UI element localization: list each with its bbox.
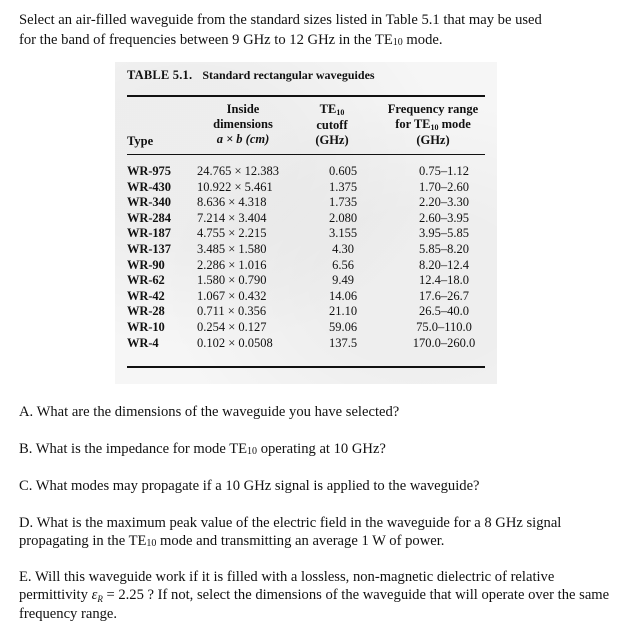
header-dimensions: Inside dimensions a × b (cm) — [213, 102, 273, 146]
table-row: WR-975 24.765 × 12.383 0.605 0.75–1.12 — [127, 164, 469, 178]
header-cutoff: TE10 cutoff (GHz) — [315, 102, 349, 147]
question-d: D. What is the maximum peak value of the electric field in the waveguide for a 8 GHz signal propagating in the TE10 mode and transmitting an average 1 W of power. — [19, 515, 562, 549]
table-body — [127, 164, 487, 351]
table-row: WR-62 1.580 × 0.790 9.49 12.4–18.0 — [127, 273, 469, 288]
table-bottom-rule — [127, 366, 485, 368]
table-row: WR-4 0.102 × 0.0508 137.5 170.0–260.0 — [127, 335, 476, 350]
table-caption — [127, 68, 375, 83]
question-c: C. What modes may propagate if a 10 GHz signal is applied to the waveguide? — [19, 478, 480, 494]
problem-intro — [19, 10, 619, 52]
table-top-rule — [127, 95, 485, 97]
table-row: WR-10 0.254 × 0.127 59.06 75.0–110.0 — [127, 319, 472, 334]
question-e: E. Will this waveguide work if it is filled with a lossless, non-magnetic dielectric of relative permittivity $\varepsilon_R = 2.25$ ? If not, select the dimensions of the waveguide that will operate over the same frequency range. — [19, 569, 610, 622]
table-row: WR-430 10.922 × 5.461 1.375 1.70–2.60 — [127, 179, 469, 194]
header-type: Type — [127, 134, 154, 148]
table-row: WR-187 4.755 × 2.215 3.155 3.95–5.85 — [127, 226, 469, 241]
table-row: WR-340 8.636 × 4.318 1.735 2.20–3.30 — [127, 195, 469, 210]
table-row: WR-284 7.214 × 3.404 2.080 2.60–3.95 — [127, 210, 469, 225]
header-frequency-range: Frequency range for TE10 mode (GHz) — [387, 102, 479, 147]
intro-line-1: Select an air-filled waveguide from the standard sizes listed in Table 5.1 that may be used — [19, 12, 542, 28]
table-row: WR-28 0.711 × 0.356 21.10 26.5–40.0 — [127, 304, 469, 319]
question-a: A. What are the dimensions of the waveguide you have selected? — [19, 404, 400, 420]
table-header-rule — [127, 154, 485, 155]
question-b: B. What is the impedance for mode TE10 operating at 10 GHz? — [19, 441, 386, 457]
table-row: WR-90 2.286 × 1.016 6.56 8.20–12.4 — [127, 257, 469, 272]
table-label: TABLE 5.1. — [127, 68, 193, 82]
intro-line-2: for the band of frequencies between 9 GHz to 12 GHz in the TE10 mode. — [19, 32, 443, 48]
table-row: WR-137 3.485 × 1.580 4.30 5.85–8.20 — [127, 241, 469, 256]
table-title: Standard rectangular waveguides — [202, 68, 375, 82]
table-row: WR-42 1.067 × 0.432 14.06 17.6–26.7 — [127, 288, 469, 303]
waveguide-table-image — [115, 62, 497, 384]
